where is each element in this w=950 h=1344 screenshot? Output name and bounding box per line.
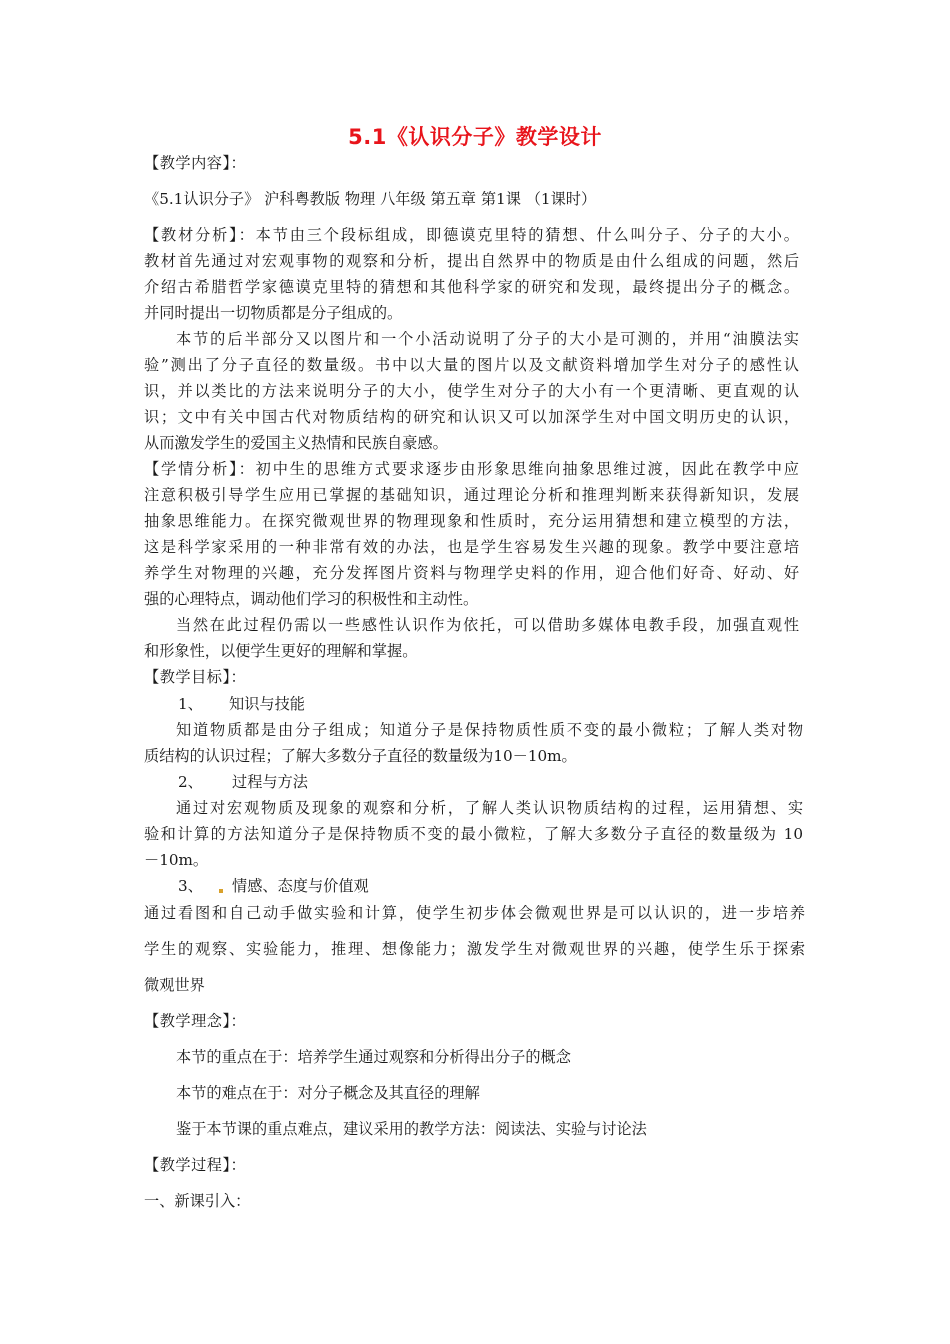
textbook-analysis-line: 教材首先通过对宏观事物的观察和分析，提出自然界中的物质是由什么组成的问题，然后 <box>144 252 799 270</box>
edit-mark <box>219 889 223 893</box>
goal-1-title: 知识与技能 <box>229 695 305 713</box>
textbook-analysis-line: 验”测出了分子直径的数量级。书中以大量的图片以及文献资料增加学生对分子的感性认 <box>144 356 799 374</box>
process-step-1: 一、新课引入： <box>144 1192 251 1210</box>
textbook-analysis-line: 识，并以类比的方法来说明分子的大小，使学生对分子的大小有一个更清晰、更直观的认 <box>144 382 799 400</box>
student-analysis-line: 注意积极引导学生应用已掌握的基础知识，通过理论分析和推理判断来获得新知识，发展 <box>144 486 799 504</box>
student-analysis-line: 抽象思维能力。在探究微观世界的物理现象和性质时，充分运用猜想和建立模型的方法， <box>144 512 799 530</box>
textbook-analysis-line: 识；文中有关中国古代对物质结构的研究和认识又可以加深学生对中国文明历史的认识， <box>144 408 799 426</box>
goal-2-line: 通过对宏观物质及现象的观察和分析，了解人类认识物质结构的过程，运用猜想、实 <box>176 799 803 817</box>
textbook-analysis-line: 并同时提出一切物质都是分子组成的。 <box>144 304 403 322</box>
goal-3-line: 微观世界 <box>144 976 205 994</box>
content-heading: 【教学内容】： <box>144 154 247 172</box>
philosophy-line: 本节的难点在于：对分子概念及其直径的理解 <box>176 1084 480 1102</box>
student-analysis-line: 当然在此过程仍需以一些感性认识作为依托，可以借助多媒体电教手段，加强直观性 <box>176 616 799 634</box>
philosophy-line: 鉴于本节课的重点难点，建议采用的教学方法：阅读法、实验与讨论法 <box>176 1120 647 1138</box>
philosophy-line: 本节的重点在于：培养学生通过观察和分析得出分子的概念 <box>176 1048 571 1066</box>
content-line: 《5.1认识分子》 沪科粤教版 物理 八年级 第五章 第1课 （1课时） <box>144 190 597 208</box>
student-analysis-line: 和形象性，以便学生更好的理解和掌握。 <box>144 642 418 660</box>
student-analysis-line: 养学生对物理的兴趣，充分发挥图片资料与物理学史料的作用，迎合他们好奇、好动、好 <box>144 564 799 582</box>
goal-3-title: 情感、态度与价值观 <box>232 877 369 895</box>
student-analysis-line: 强的心理特点，调动他们学习的积极性和主动性。 <box>144 590 479 608</box>
goal-3-number: 3、 <box>178 877 203 895</box>
goal-2-line: 验和计算的方法知道分子是保持物质不变的最小微粒，了解大多数分子直径的数量级为 10 <box>144 825 803 843</box>
goals-heading: 【教学目标】： <box>144 668 247 686</box>
goal-3-line: 通过看图和自己动手做实验和计算，使学生初步体会微观世界是可以认识的，进一步培养 <box>144 904 805 922</box>
student-analysis-line: 【学情分析】：初中生的思维方式要求逐步由形象思维向抽象思维过渡，因此在教学中应 <box>144 460 799 478</box>
student-analysis-line: 这是科学家采用的一种非常有效的办法，也是学生容易发生兴趣的现象。教学中要注意培 <box>144 538 799 556</box>
textbook-analysis-line: 【教材分析】：本节由三个段标组成，即德谟克里特的猜想、什么叫分子、分子的大小。 <box>144 226 799 244</box>
textbook-analysis-line: 从而激发学生的爱国主义热情和民族自豪感。 <box>144 434 448 452</box>
goal-2-number: 2、 <box>178 773 203 791</box>
textbook-analysis-line: 介绍古希腊哲学家德谟克里特的猜想和其他科学家的研究和发现，最终提出分子的概念。 <box>144 278 799 296</box>
goal-1-number: 1、 <box>178 695 203 713</box>
process-heading: 【教学过程】： <box>144 1156 247 1174</box>
goal-3-line: 学生的观察、实验能力，推理、想像能力；激发学生对微观世界的兴趣，使学生乐于探索 <box>144 940 805 958</box>
document-title: 5.1《认识分子》教学设计 <box>348 125 602 149</box>
goal-1-line: 知道物质都是由分子组成；知道分子是保持物质性质不变的最小微粒；了解人类对物 <box>176 721 803 739</box>
goal-1-line: 质结构的认识过程；了解大多数分子直径的数量级为10－10m。 <box>144 747 577 765</box>
goal-2-line: －10m。 <box>144 851 209 869</box>
goal-2-title: 过程与方法 <box>232 773 308 791</box>
philosophy-heading: 【教学理念】： <box>144 1012 247 1030</box>
textbook-analysis-line: 本节的后半部分又以图片和一个小活动说明了分子的大小是可测的，并用“油膜法实 <box>176 330 799 348</box>
